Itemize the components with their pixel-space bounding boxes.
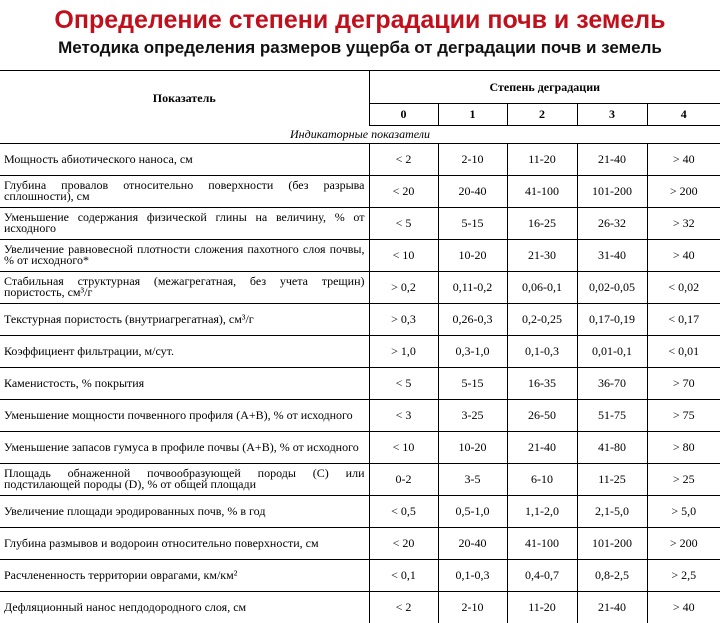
degree-value-cell: 0,1-0,3 [438,559,507,591]
degree-value-cell: < 2 [369,143,438,175]
degree-level-header: 1 [438,104,507,125]
table-row [0,239,720,271]
degree-value-cell: 20-40 [438,527,507,559]
degree-value-cell: 0,4-0,7 [507,559,577,591]
indicator-cell: Расчлененность территории оврагами, км/км² [0,559,369,591]
degree-value-cell: < 20 [369,175,438,207]
degree-value-cell: 21-40 [577,143,647,175]
degree-value-cell: 101-200 [577,175,647,207]
page-title: Определение степени деградации почв и земель [54,6,666,34]
degree-value-cell: 41-80 [577,431,647,463]
degree-value-cell: 21-40 [507,431,577,463]
degree-value-cell: 26-32 [577,207,647,239]
degree-value-cell: 0,1-0,3 [507,335,577,367]
degree-value-cell: < 0,02 [647,271,720,303]
indicator-cell: Увеличение площади эродированных почв, % в год [0,495,369,527]
degree-value-cell: < 0,1 [369,559,438,591]
degree-value-cell: 0,11-0,2 [438,271,507,303]
degree-value-cell: > 1,0 [369,335,438,367]
degree-value-cell: < 20 [369,527,438,559]
degree-value-cell: < 0,01 [647,335,720,367]
degree-value-cell: > 70 [647,367,720,399]
degree-value-cell: 0,8-2,5 [577,559,647,591]
degree-value-cell: > 25 [647,463,720,495]
indicator-cell: Увеличение равновесной плотности сложения пахотного слоя почвы, % от исходного* [0,239,369,271]
table-row [0,527,720,559]
table-row [0,591,720,623]
degree-value-cell: 26-50 [507,399,577,431]
degree-value-cell: 11-20 [507,591,577,623]
table-row [0,143,720,175]
degree-value-cell: 6-10 [507,463,577,495]
degree-column-header: Степень деградации [369,71,720,104]
degree-value-cell: > 40 [647,143,720,175]
degree-value-cell: 5-15 [438,367,507,399]
section-label: Индикаторные показатели [290,126,430,141]
degree-value-cell: > 5,0 [647,495,720,527]
degree-value-cell: > 0,3 [369,303,438,335]
degree-level-header: 4 [647,104,720,125]
degree-value-cell: 21-30 [507,239,577,271]
degree-value-cell: 0,01-0,1 [577,335,647,367]
degree-value-cell: > 40 [647,591,720,623]
degree-value-cell: 16-35 [507,367,577,399]
degree-value-cell: 5-15 [438,207,507,239]
table-row [0,463,720,495]
indicator-cell: Дефляционный нанос непдодородного слоя, см [0,591,369,623]
degree-value-cell: 41-100 [507,527,577,559]
degree-value-cell: 0,5-1,0 [438,495,507,527]
indicator-cell: Каменистость, % покрытия [0,367,369,399]
degree-value-cell: 3-25 [438,399,507,431]
degree-value-cell: 0,2-0,25 [507,303,577,335]
degree-value-cell: > 0,2 [369,271,438,303]
degree-value-cell: 3-5 [438,463,507,495]
degree-value-cell: 0,26-0,3 [438,303,507,335]
degree-value-cell: 1,1-2,0 [507,495,577,527]
degree-value-cell: 0,3-1,0 [438,335,507,367]
degree-value-cell: 21-40 [577,591,647,623]
table-row [0,431,720,463]
indicator-cell: Уменьшение запасов гумуса в профиле почвы (А+В), % от исходного [0,431,369,463]
table-header-row [0,71,720,104]
indicator-cell: Текстурная пористость (внутриагрегатная), см³/г [0,303,369,335]
degree-value-cell: > 75 [647,399,720,431]
table-row [0,399,720,431]
table-row [0,207,720,239]
degree-value-cell: 11-25 [577,463,647,495]
degree-value-cell: 20-40 [438,175,507,207]
degree-value-cell: 31-40 [577,239,647,271]
degree-value-cell: 2-10 [438,143,507,175]
degree-value-cell: > 32 [647,207,720,239]
indicator-cell: Коэффициент фильтрации, м/сут. [0,335,369,367]
table-row [0,335,720,367]
indicator-cell: Стабильная структурная (межагрегатная, без учета трещин) пористость, см³/г [0,271,369,303]
degree-value-cell: < 0,5 [369,495,438,527]
degree-level-header: 0 [369,104,438,125]
table-row [0,367,720,399]
table-row [0,559,720,591]
degree-value-cell: < 10 [369,239,438,271]
degree-value-cell: < 5 [369,207,438,239]
table-row [0,495,720,527]
degree-value-cell: 0-2 [369,463,438,495]
indicator-cell: Глубина размывов и водороин относительно поверхности, см [0,527,369,559]
degree-value-cell: 10-20 [438,239,507,271]
degree-value-cell: < 3 [369,399,438,431]
indicator-column-header: Показатель [0,71,369,126]
indicator-cell: Мощность абиотического наноса, см [0,143,369,175]
degree-value-cell: > 40 [647,239,720,271]
degree-value-cell: 0,02-0,05 [577,271,647,303]
indicator-cell: Глубина провалов относительно поверхности (без разрыва сплошности), см [0,175,369,207]
degree-value-cell: 101-200 [577,527,647,559]
degree-value-cell: 11-20 [507,143,577,175]
degree-value-cell: > 200 [647,175,720,207]
section-row [0,125,720,143]
degree-level-header: 2 [507,104,577,125]
degree-value-cell: 0,06-0,1 [507,271,577,303]
degree-value-cell: > 80 [647,431,720,463]
degree-value-cell: < 10 [369,431,438,463]
indicator-cell: Площадь обнаженной почвообразующей породы (С) или подстилающей породы (D), % от общей площади [0,463,369,495]
degree-value-cell: > 200 [647,527,720,559]
degree-value-cell: < 2 [369,591,438,623]
table-row [0,175,720,207]
degree-value-cell: 36-70 [577,367,647,399]
indicator-cell: Уменьшение содержания физической глины на величину, % от исходного [0,207,369,239]
table-row [0,303,720,335]
degree-value-cell: > 2,5 [647,559,720,591]
degree-value-cell: < 5 [369,367,438,399]
degree-value-cell: 51-75 [577,399,647,431]
degree-value-cell: 2,1-5,0 [577,495,647,527]
degree-value-cell: 16-25 [507,207,577,239]
degree-value-cell: 10-20 [438,431,507,463]
table-row [0,271,720,303]
degree-value-cell: 0,17-0,19 [577,303,647,335]
degree-value-cell: < 0,17 [647,303,720,335]
page-subtitle: Методика определения размеров ущерба от деградации почв и земель [58,38,662,57]
degree-value-cell: 2-10 [438,591,507,623]
degree-value-cell: 41-100 [507,175,577,207]
degree-level-header: 3 [577,104,647,125]
indicator-cell: Уменьшение мощности почвенного профиля (А+В), % от исходного [0,399,369,431]
